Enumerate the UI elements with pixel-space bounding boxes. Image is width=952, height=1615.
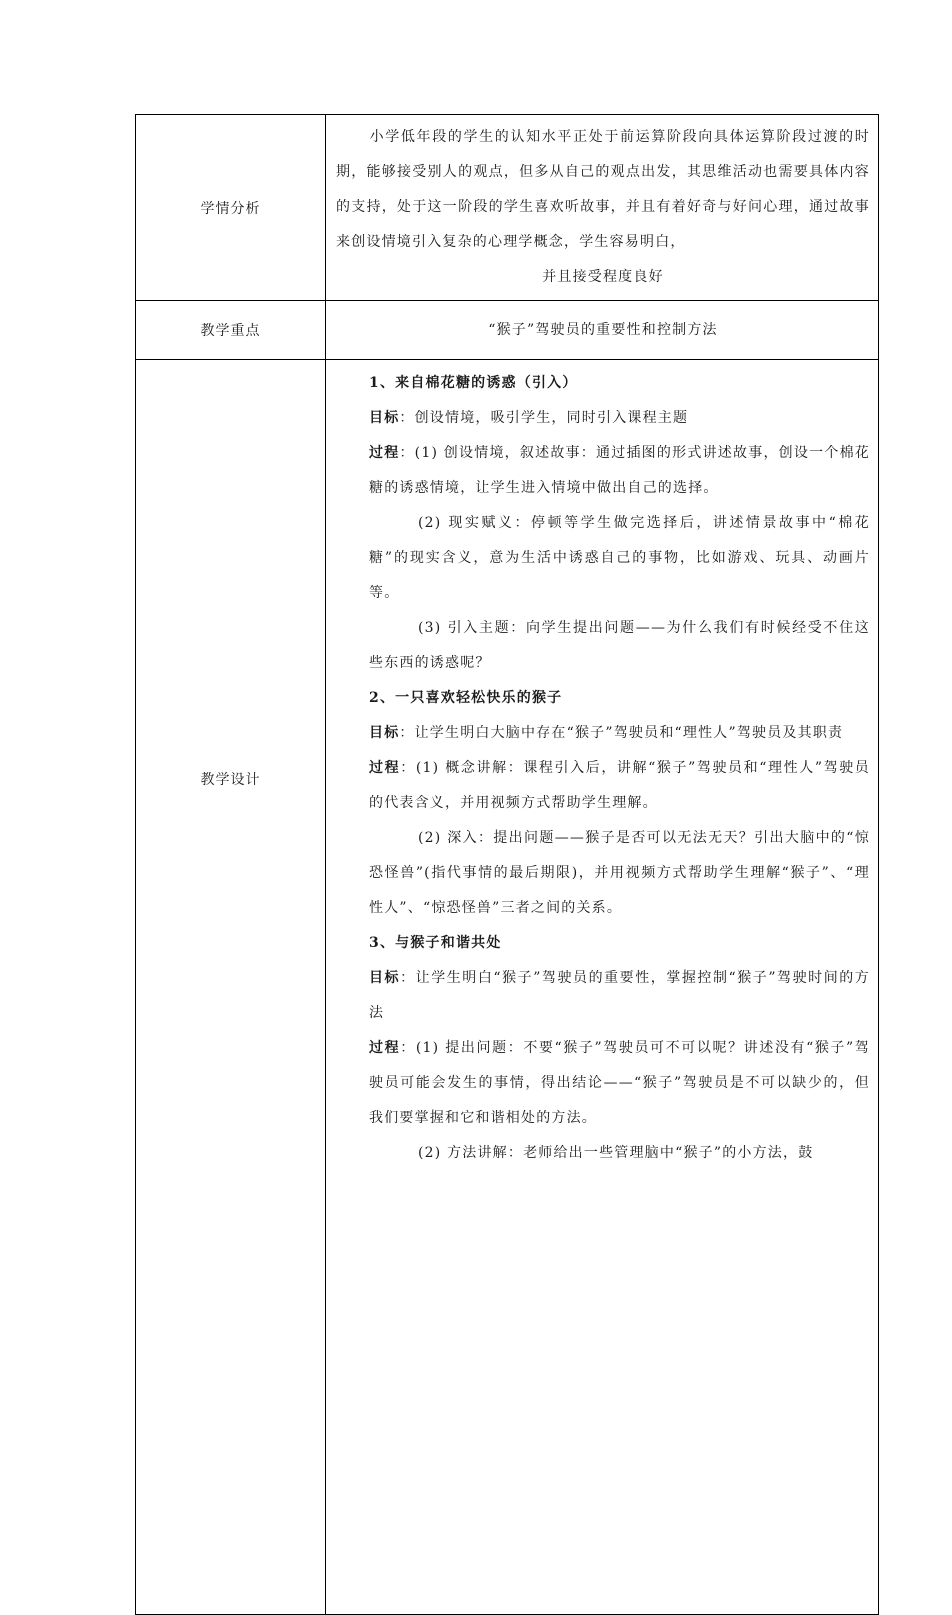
table-row xyxy=(136,360,879,1615)
process-sub-step: (2) 深入：提出问题——猴子是否可以无法无天？引出大脑中的“惊恐怪兽”(指代事情的最后期限)，并用视频方式帮助学生理解“猴子”、“理性人”、“惊恐怪兽”三者之间的关系。 xyxy=(369,830,870,916)
teaching-design-cell xyxy=(326,360,879,1615)
goal-text: ：创设情境，吸引学生，同时引入课程主题 xyxy=(399,410,689,426)
process-sub-step: (2) 方法讲解：老师给出一些管理脑中“猴子”的小方法，鼓 xyxy=(418,1145,814,1161)
process-text: ：(1) 概念讲解：课程引入后，讲解“猴子”驾驶员和“理性人”驾驶员的代表含义，并用视频方式帮助学生理解。 xyxy=(369,760,870,811)
learner-analysis-cell xyxy=(326,115,879,301)
process-text: ：(1) 创设情境，叙述故事：通过插图的形式讲述故事，创设一个棉花糖的诱惑情境，让学生进入情境中做出自己的选择。 xyxy=(369,445,870,496)
section-process xyxy=(369,751,870,821)
process-label: 过程 xyxy=(369,1040,401,1056)
goal-label: 目标 xyxy=(369,725,400,741)
process-label: 过程 xyxy=(369,445,400,461)
table-row xyxy=(136,115,879,301)
process-text: ：(1) 提出问题：不要“猴子”驾驶员可不可以呢？讲述没有“猴子”驾驶员可能会发生的事情，得出结论——“猴子”驾驶员是不可以缺少的，但我们要掌握和它和谐相处的方法。 xyxy=(369,1040,870,1126)
learner-analysis-text: 小学低年段的学生的认知水平正处于前运算阶段向具体运算阶段过渡的时期，能够接受别人的观点，但多从自己的观点出发，其思维活动也需要具体内容的支持，处于这一阶段的学生喜欢听故事，并且有着好奇与好问心理，通过故事来创设情境引入复杂的心理学概念，学生容易明白， xyxy=(336,129,870,250)
process-sub-step: (2) 现实赋义：停顿等学生做完选择后，讲述情景故事中“棉花糖”的现实含义，意为生活中诱惑自己的事物，比如游戏、玩具、动画片等。 xyxy=(369,515,870,601)
section-heading: 2、一只喜欢轻松快乐的猴子 xyxy=(369,690,563,706)
section-goal xyxy=(369,716,870,751)
process-label: 过程 xyxy=(369,760,401,776)
learner-analysis-last-line: 并且接受程度良好 xyxy=(542,269,664,285)
goal-label: 目标 xyxy=(369,970,401,986)
process-sub-step: (3) 引入主题：向学生提出问题——为什么我们有时候经受不住这些东西的诱惑呢？ xyxy=(369,620,870,671)
section-process xyxy=(369,436,870,506)
row-label: 教学设计 xyxy=(136,360,326,1615)
section-process xyxy=(369,1031,870,1136)
goal-text: ：让学生明白“猴子”驾驶员的重要性，掌握控制“猴子”驾驶时间的方法 xyxy=(369,970,870,1021)
section-heading: 3、与猴子和谐共处 xyxy=(369,935,502,951)
section-heading: 1、来自棉花糖的诱惑（引入） xyxy=(369,375,578,391)
row-label: 教学重点 xyxy=(136,301,326,360)
goal-text: ：让学生明白大脑中存在“猴子”驾驶员和“理性人”驾驶员及其职责 xyxy=(399,725,844,741)
section-goal xyxy=(369,961,870,1031)
section-goal xyxy=(369,401,870,436)
lesson-plan-table xyxy=(135,114,879,1615)
row-label: 学情分析 xyxy=(136,115,326,301)
table-row xyxy=(136,301,879,360)
goal-label: 目标 xyxy=(369,410,400,426)
key-point-cell: “猴子”驾驶员的重要性和控制方法 xyxy=(326,301,879,360)
